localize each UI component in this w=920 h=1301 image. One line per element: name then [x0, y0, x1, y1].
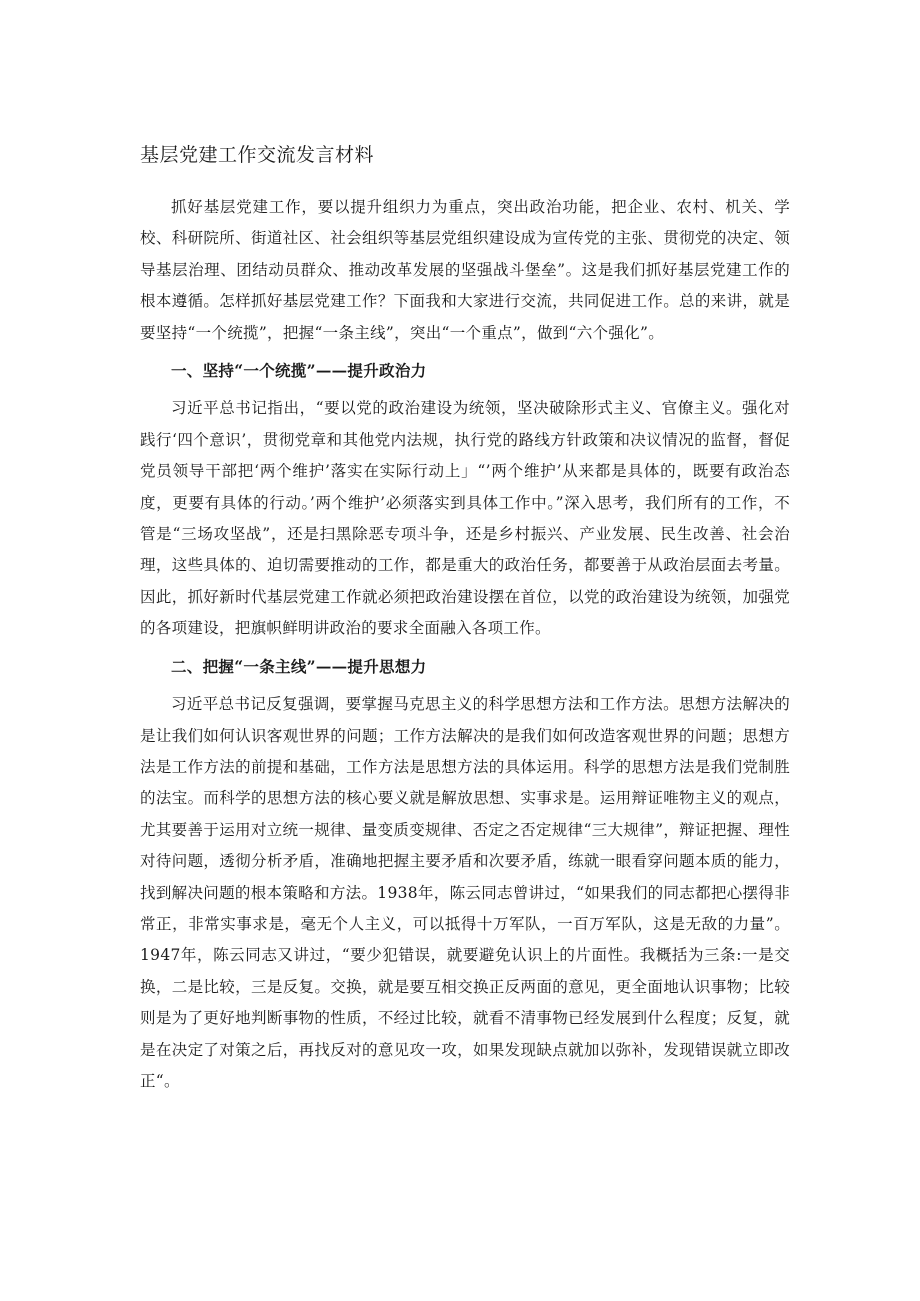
- intro-paragraph: 抓好基层党建工作，要以提升组织力为重点，突出政治功能，把企业、农村、机关、学校、科研院所、街道社区、社会组织等基层党组织建设成为宣传党的主张、贯彻党的决定、领导基层治理、团结动员群众、推动改革发展的坚强战斗堡垒”。这是我们抓好基层党建工作的根本遵循。怎样抓好基层党建工作？下面我和大家进行交流，共同促进工作。总的来讲，就是要坚持“一个统揽”，把握“一条主线”，突出“一个重点”，做到“六个强化”。: [140, 198, 790, 342]
- section-heading: 一、坚持“一个统揽”——提升政治力: [171, 361, 427, 381]
- section-body: 习近平总书记反复强调，要掌握马克思主义的科学思想方法和工作方法。思想方法解决的是让我们如何认识客观世界的问题；工作方法解决的是我们如何改造客观世界的问题；思想方法是工作方法的前提和基础，工作方法是思想方法的具体运用。科学的思想方法是我们党制胜的法宝。而科学的思想方法的核心要义就是解放思想、实事求是。运用辩证唯物主义的观点，尤其要善于运用对立统一规律、量变质变规律、否定之否定规律“三大规律”，辩证把握、理性对待问题，透彻分析矛盾，准确地把握主要矛盾和次要矛盾，练就一眼看穿问题本质的能力，找到解决问题的根本策略和方法。1938年，陈云同志曾讲过，“如果我们的同志都把心摆得非常正，非常实事求是，毫无个人主义，可以抵得十万军队，一百万军队，这是无敌的力量”。1947年，陈云同志又讲过，“要少犯错误，就要避免认识上的片面性。我概括为三条:一是交换，二是比较，三是反复。交换，就是要互相交换正反两面的意见，更全面地认识事物；比较则是为了更好地判断事物的性质，不经过比较，就看不清事物已经发展到什么程度；反复，就是在决定了对策之后，再找反对的意见攻一攻，如果发现缺点就加以弥补，发现错误就立即改正“。: [140, 695, 790, 1090]
- section-heading: 二、把握“一条主线”——提升思想力: [171, 656, 427, 676]
- document-title: 基层党建工作交流发言材料: [140, 144, 375, 166]
- section-2: [140, 651, 790, 1098]
- section-body: 习近平总书记指出，“要以党的政治建设为统领，坚决破除形式主义、官僚主义。强化对践行‘四个意识’，贯彻党章和其他党内法规，执行党的路线方针政策和决议情况的监督，督促党员领导干部把‘两个维护’落实在实际行动上」“’两个维护’从来都是具体的，既要有政治态度，更要有具体的行动。’两个维护’必须落实到具体工作中。”深入思考，我们所有的工作，不管是“三场攻坚战”，还是扫黑除恶专项斗争，还是乡村振兴、产业发展、民生改善、社会治理，这些具体的、迫切需要推动的工作，都是重大的政治任务，都要善于从政治层面去考量。因此，抓好新时代基层党建工作就必须把政治建设摆在首位，以党的政治建设为统领，加强党的各项建设，把旗帜鲜明讲政治的要求全面融入各项工作。: [140, 399, 790, 638]
- document-page: [140, 140, 790, 1097]
- section-1: [140, 355, 790, 645]
